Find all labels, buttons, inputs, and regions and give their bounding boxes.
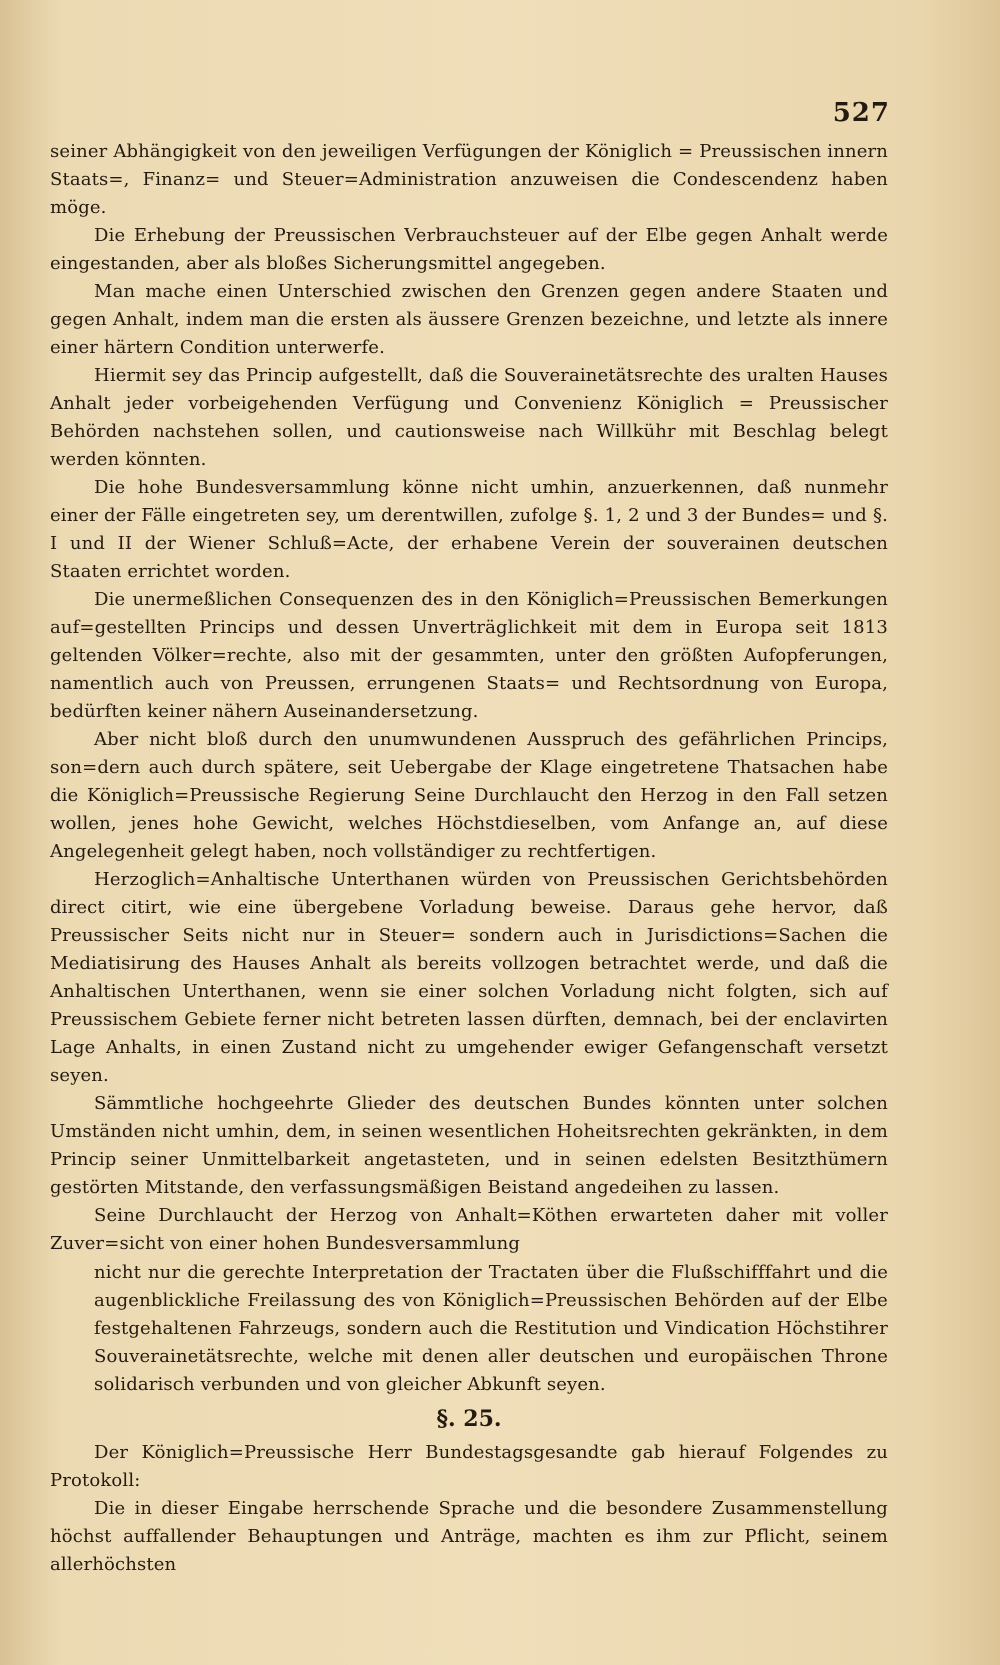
paragraph: Hiermit sey das Princip aufgestellt, daß die Souverainetätsrechte des uralten Hauses Anhalt jeder vorbeigehenden Verfügung und Convenienz Königlich = Preussischer Behörden nachstehen sollen, und cautionsweise nach Willkühr mit Beschlag belegt werden könnten. <box>50 365 888 470</box>
paragraph: Man mache einen Unterschied zwischen den Grenzen gegen andere Staaten und gegen Anhalt, indem man die ersten als äussere Grenzen bezeichne, und letzte als innere einer härtern Condition unterwerfe. <box>50 281 888 358</box>
section-heading: §. 25. <box>436 1406 502 1432</box>
indented-quote: nicht nur die gerechte Interpretation der Tractaten über die Flußschifffahrt und die augenblickliche Freilassung des von Königlich=Preussischen Behörden auf der Elbe festgehaltenen Fahrzeugs, sondern auch die Restitution und Vindication Höchstihrer Souverainetätsrechte, welche mit denen aller deutschen und europäischen Throne solidarisch verbunden und von gleicher Abkunft seyen. <box>94 1262 888 1395</box>
paragraph: Seine Durchlaucht der Herzog von Anhalt=Köthen erwarteten daher mit voller Zuver=sicht von einer hohen Bundesversammlung <box>50 1205 888 1254</box>
paragraph: seiner Abhängigkeit von den jeweiligen Verfügungen der Königlich = Preussischen innern Staats=, Finanz= und Steuer=Administration anzuweisen die Condescendenz haben möge. <box>50 141 888 218</box>
paragraph: Die in dieser Eingabe herrschende Sprache und die besondere Zusammenstellung höchst auffallender Behauptungen und Anträge, machten es ihm zur Pflicht, seinem allerhöchsten <box>50 1498 888 1575</box>
paragraph: Der Königlich=Preussische Herr Bundestagsgesandte gab hierauf Folgendes zu Protokoll: <box>50 1442 888 1491</box>
body-text <box>50 138 888 1579</box>
paragraph: Die unermeßlichen Consequenzen des in den Königlich=Preussischen Bemerkungen auf=gestellten Princips und dessen Unverträglichkeit mit dem in Europa seit 1813 geltenden Völker=rechte, also mit der gesammten, unter den größten Aufopferungen, namentlich auch von Preussen, errungenen Staats= und Rechtsordnung von Europa, bedürften keiner nähern Auseinandersetzung. <box>50 589 888 722</box>
paragraph: Die hohe Bundesversammlung könne nicht umhin, anzuerkennen, daß nunmehr einer der Fälle eingetreten sey, um derentwillen, zufolge §. 1, 2 und 3 der Bundes= und §. I und II der Wiener Schluß=Acte, der erhabene Verein der souverainen deutschen Staaten errichtet worden. <box>50 477 888 582</box>
page-number: 527 <box>832 98 890 128</box>
paragraph: Die Erhebung der Preussischen Verbrauchsteuer auf der Elbe gegen Anhalt werde eingestanden, aber als bloßes Sicherungsmittel angegeben. <box>50 225 888 274</box>
paragraph: Aber nicht bloß durch den unumwundenen Ausspruch des gefährlichen Princips, son=dern auch durch spätere, seit Uebergabe der Klage eingetretene Thatsachen habe die Königlich=Preussische Regierung Seine Durchlaucht den Herzog in den Fall setzen wollen, jenes hohe Gewicht, welches Höchstdieselben, vom Anfange an, auf diese Angelegenheit gelegt haben, noch vollständiger zu rechtfertigen. <box>50 729 888 862</box>
paragraph: Herzoglich=Anhaltische Unterthanen würden von Preussischen Gerichtsbehörden direct citirt, wie eine übergebene Vorladung beweise. Daraus gehe hervor, daß Preussischer Seits nicht nur in Steuer= sondern auch in Jurisdictions=Sachen die Mediatisirung des Hauses Anhalt als bereits vollzogen betrachtet werde, und daß die Anhaltischen Unterthanen, wenn sie einer solchen Vorladung nicht folgten, sich auf Preussischem Gebiete ferner nicht betreten lassen dürften, demnach, bei der enclavirten Lage Anhalts, in einen Zustand nicht zu umgehender ewiger Gefangenschaft versetzt seyen. <box>50 869 888 1086</box>
paragraph: Sämmtliche hochgeehrte Glieder des deutschen Bundes könnten unter solchen Umständen nicht umhin, dem, in seinen wesentlichen Hoheitsrechten gekränkten, in dem Princip seiner Unmittelbarkeit angetasteten, und in seinen edelsten Besitzthümern gestörten Mitstande, den verfassungsmäßigen Beistand angedeihen zu lassen. <box>50 1093 888 1198</box>
